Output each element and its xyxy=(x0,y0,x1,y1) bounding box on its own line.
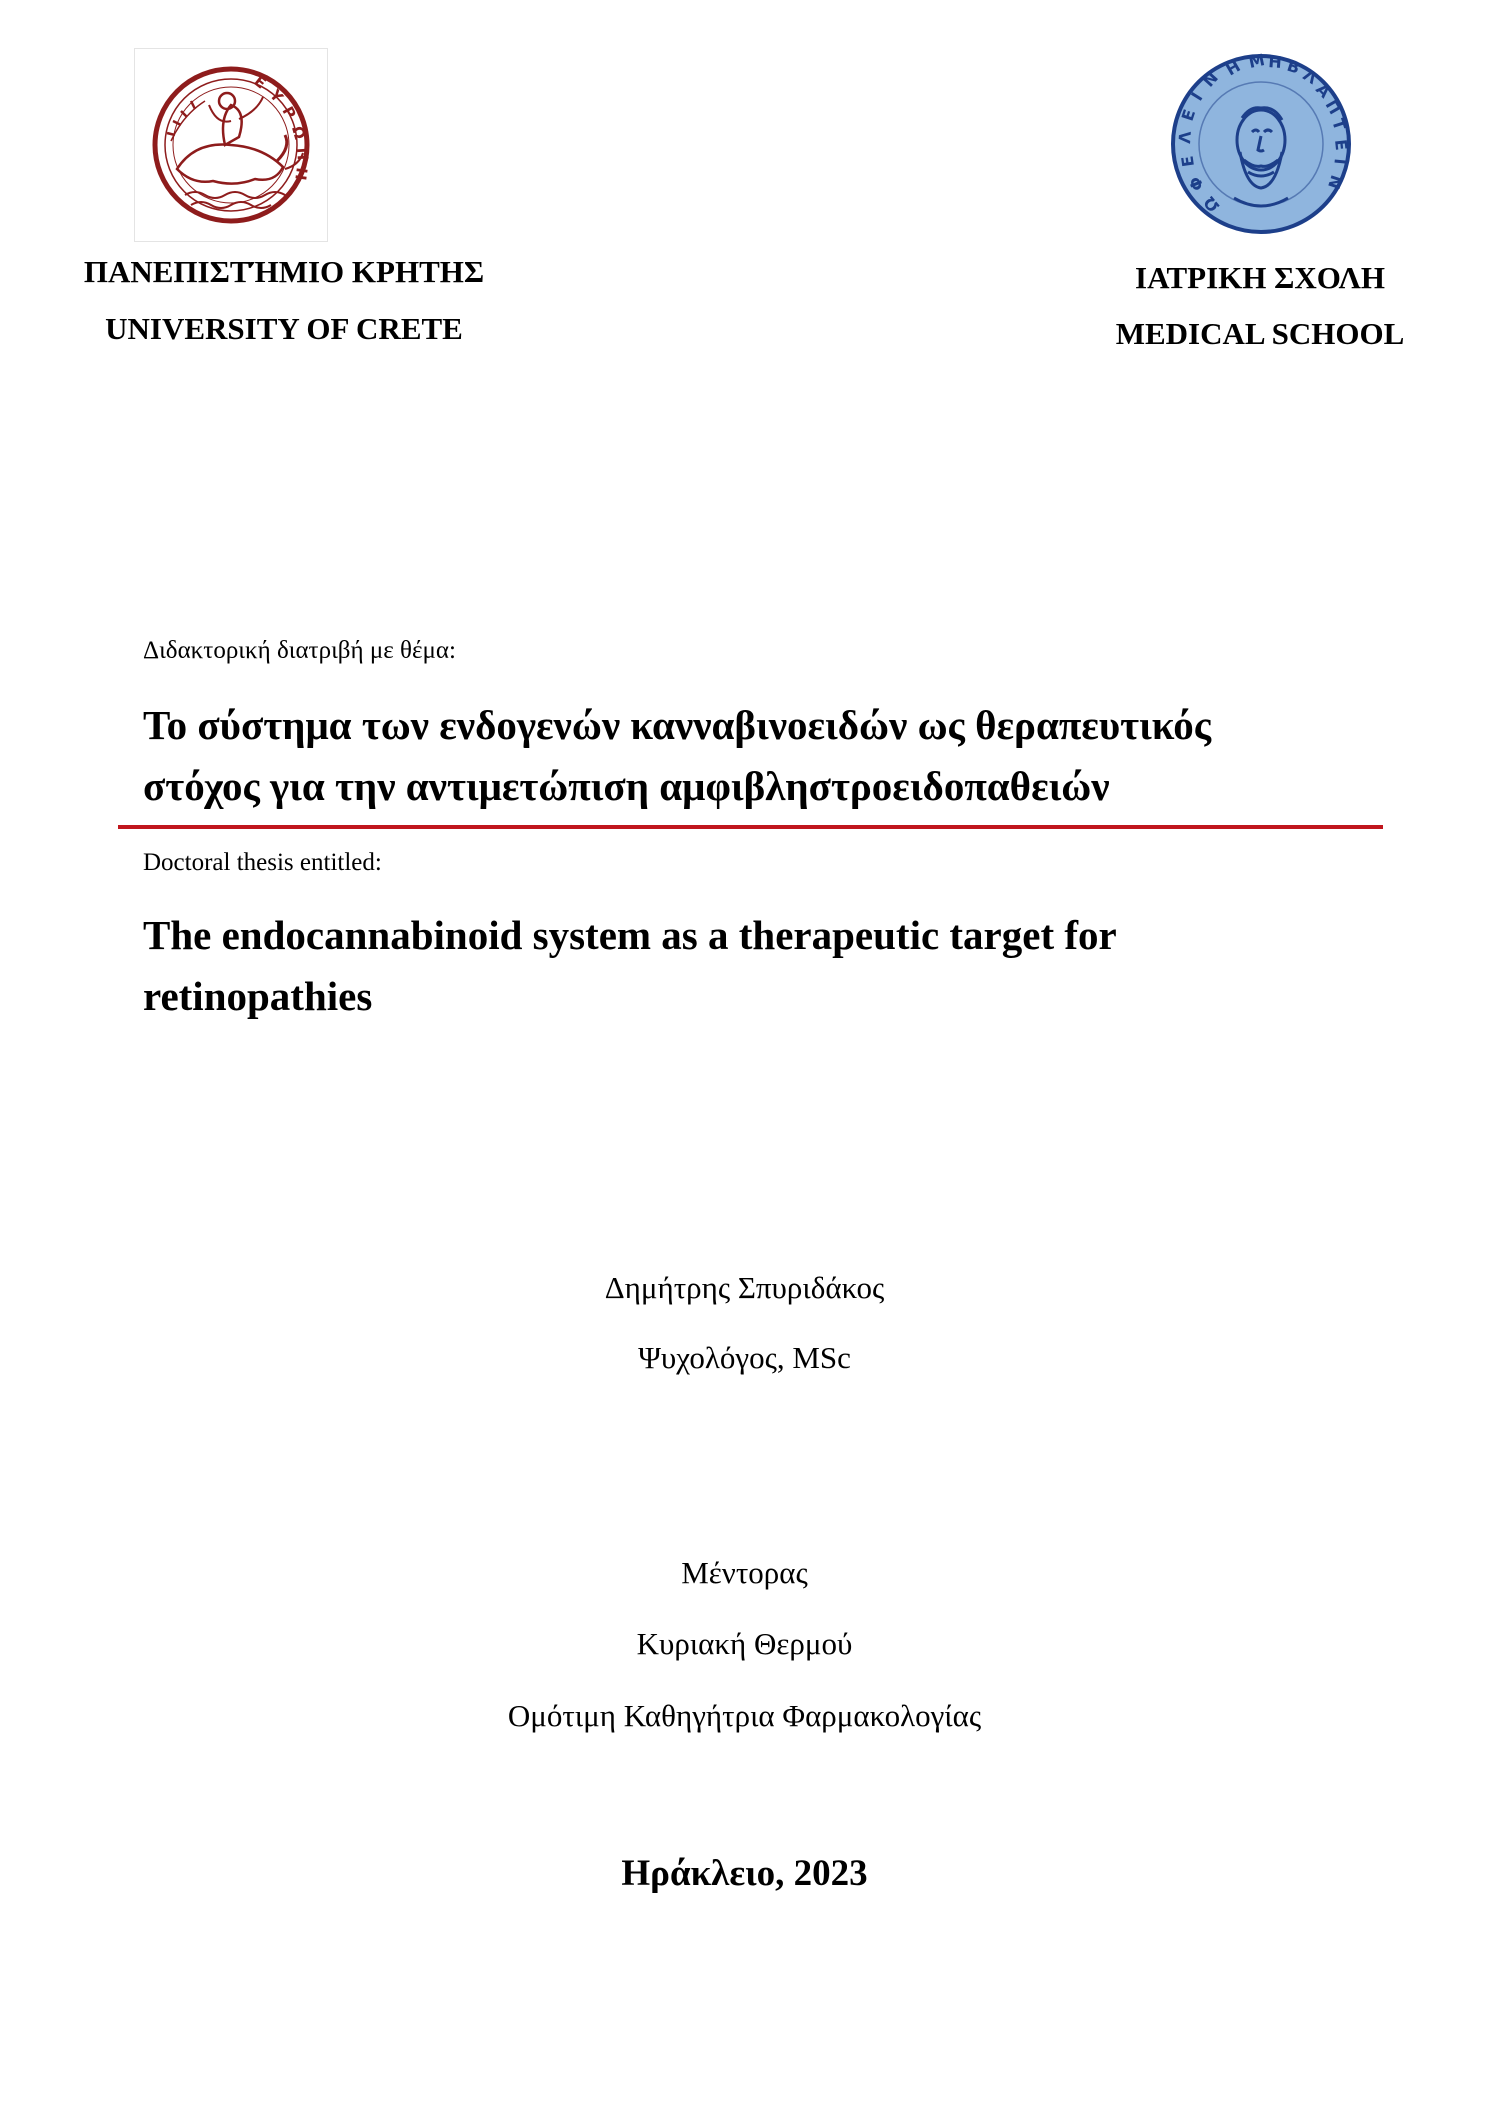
mentor-position: Ομότιμη Καθηγήτρια Φαρμακολογίας xyxy=(507,1698,982,1733)
greek-title-line-2: στόχος για την αντιμετώπιση αμφιβληστροειδοπαθειών xyxy=(143,763,1110,809)
greek-thesis-title xyxy=(143,695,1211,817)
svg-text:Λ: Λ xyxy=(1299,65,1321,88)
svg-text:Ε: Ε xyxy=(1177,154,1198,169)
svg-text:Ν: Ν xyxy=(1324,172,1347,192)
svg-text:Π: Π xyxy=(1321,96,1345,118)
svg-text:Ρ: Ρ xyxy=(278,103,300,122)
svg-text:Α: Α xyxy=(1312,79,1335,102)
university-of-crete-logo xyxy=(134,48,328,242)
svg-text:Λ: Λ xyxy=(1175,130,1195,145)
mentor-name: Κυριακή Θερμού xyxy=(636,1626,853,1661)
english-title-line-2: retinopathies xyxy=(143,973,373,1019)
svg-text:Β: Β xyxy=(1284,55,1303,78)
medical-school-hippocrates-seal-icon xyxy=(1164,48,1359,243)
svg-text:Ι: Ι xyxy=(1330,157,1350,166)
svg-text:Η: Η xyxy=(1267,52,1283,72)
svg-text:Φ: Φ xyxy=(1184,173,1208,194)
author-degree: Ψυχολόγος, MSc xyxy=(638,1340,851,1375)
university-of-crete-seal-icon xyxy=(135,49,327,241)
svg-text:Τ: Τ xyxy=(1328,116,1350,133)
english-title-intro: Doctoral thesis entitled: xyxy=(143,849,382,876)
medical-school-logo xyxy=(1164,48,1359,243)
school-name-greek: ΙΑΤΡΙΚΗ ΣΧΟΛΗ xyxy=(1135,260,1385,295)
svg-text:Μ: Μ xyxy=(1246,50,1267,72)
svg-text:Ε: Ε xyxy=(1177,106,1200,124)
svg-text:Ι: Ι xyxy=(1187,89,1207,105)
svg-text:Ε: Ε xyxy=(1331,138,1352,152)
svg-text:Ω: Ω xyxy=(288,124,309,142)
svg-text:Ω: Ω xyxy=(1199,193,1224,216)
university-name-english: UNIVERSITY OF CRETE xyxy=(105,311,463,346)
svg-text:Ν: Ν xyxy=(1198,68,1222,91)
english-title-line-1: The endocannabinoid system as a therapeutic target for xyxy=(143,912,1117,958)
author-name: Δημήτρης Σπυριδάκος xyxy=(604,1270,885,1305)
mentor-heading: Μέντορας xyxy=(681,1555,808,1590)
greek-title-line-1: Το σύστημα των ενδογενών κανναβινοειδών ως θεραπευτικός xyxy=(143,702,1212,748)
school-name-english: MEDICAL SCHOOL xyxy=(1115,316,1405,351)
greek-title-intro: Διδακτορική διατριβή με θέμα: xyxy=(143,637,456,664)
svg-text:Υ: Υ xyxy=(265,86,287,106)
university-name-greek: ΠΑΝΕΠΙΣΤΉΜΙΟ ΚΡΗΤΗΣ xyxy=(83,254,485,289)
title-divider xyxy=(118,825,1383,829)
svg-text:Ε: Ε xyxy=(250,71,270,93)
svg-text:Η: Η xyxy=(1222,56,1244,80)
svg-text:Η: Η xyxy=(291,166,311,182)
english-thesis-title xyxy=(143,905,1117,1027)
svg-text:Π: Π xyxy=(293,147,312,161)
place-and-year: Ηράκλειο, 2023 xyxy=(621,1853,868,1894)
